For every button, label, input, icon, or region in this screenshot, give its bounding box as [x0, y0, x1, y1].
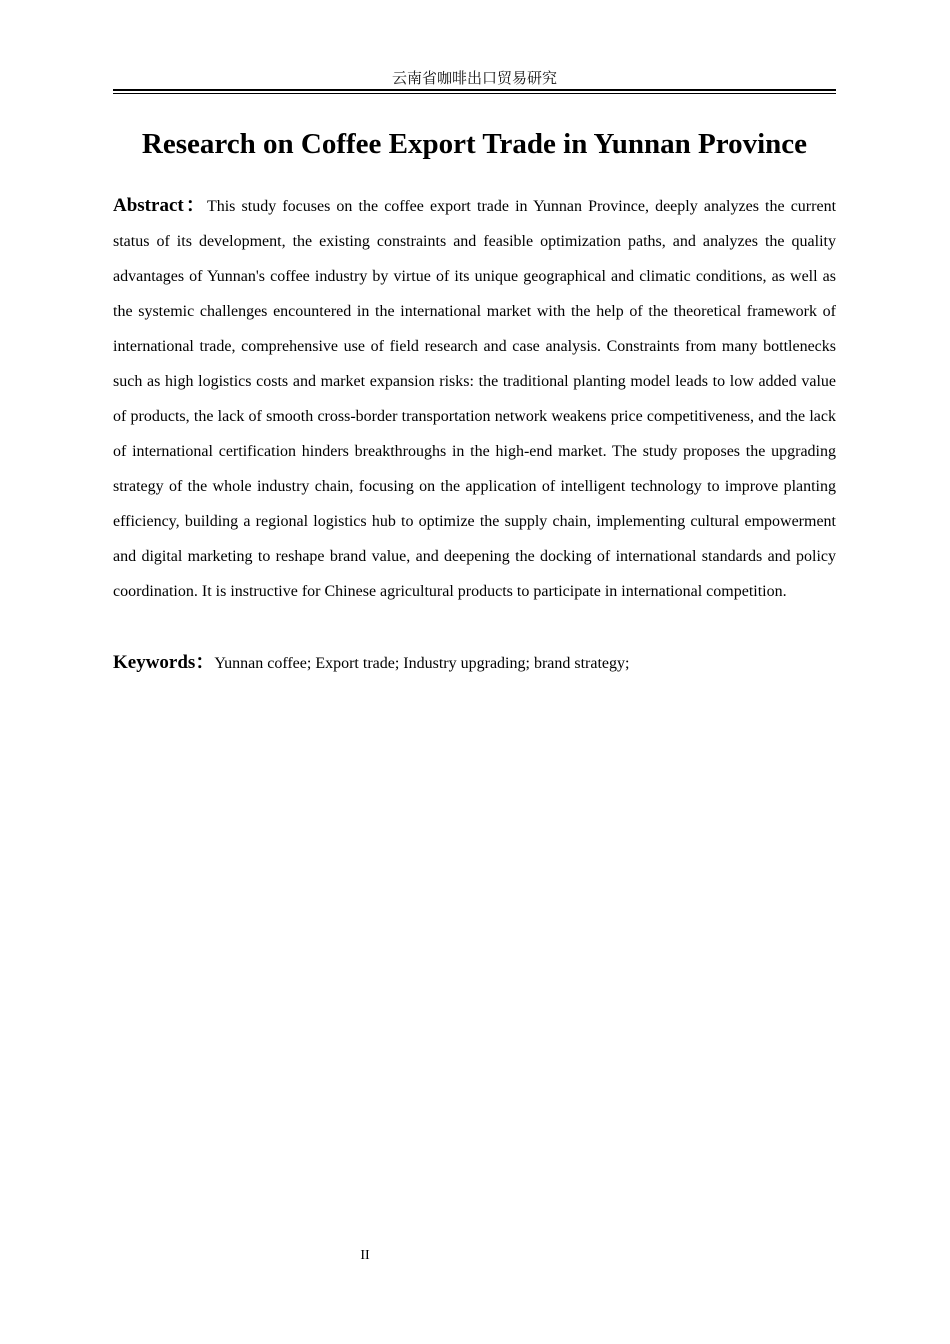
abstract-text: This study focuses on the coffee export trade in Yunnan Province, deeply analyzes the current status of its development, the existing constraints and feasible optimization paths, and analyzes the quality advantages of Yunnan's coffee industry by virtue of its unique geographical and climatic conditions, as well as the systemic challenges encountered in the international market with the help of the theoretical framework of international trade, comprehensive use of field research and case analysis. Constraints from many bottlenecks such as high logistics costs and market expansion risks: the traditional planting model leads to low added value of products, the lack of smooth cross-border transportation network weakens price competitiveness, and the lack of international certification hinders breakthroughs in the high-end market. The study proposes the upgrading strategy of the whole industry chain, focusing on the application of intelligent technology to improve planting efficiency, building a regional logistics hub to optimize the supply chain, implementing cultural empowerment and digital marketing to reshape brand value, and deepening the docking of international standards and policy coordination. It is instructive for Chinese agricultural products to participate in international competition.: [113, 198, 837, 600]
paper-title: Research on Coffee Export Trade in Yunnan Province: [141, 128, 808, 160]
abstract-label: Abstract：: [113, 195, 207, 216]
keywords-paragraph: [113, 645, 836, 681]
keywords-label: Keywords：: [113, 652, 215, 673]
running-header: 云南省咖啡出口贸易研究: [391, 69, 557, 87]
page-number: II: [360, 1248, 370, 1263]
abstract-paragraph: [113, 188, 836, 609]
keywords-text: Yunnan coffee; Export trade; Industry upgrading; brand strategy;: [214, 655, 630, 672]
header-double-rule: [113, 89, 836, 94]
